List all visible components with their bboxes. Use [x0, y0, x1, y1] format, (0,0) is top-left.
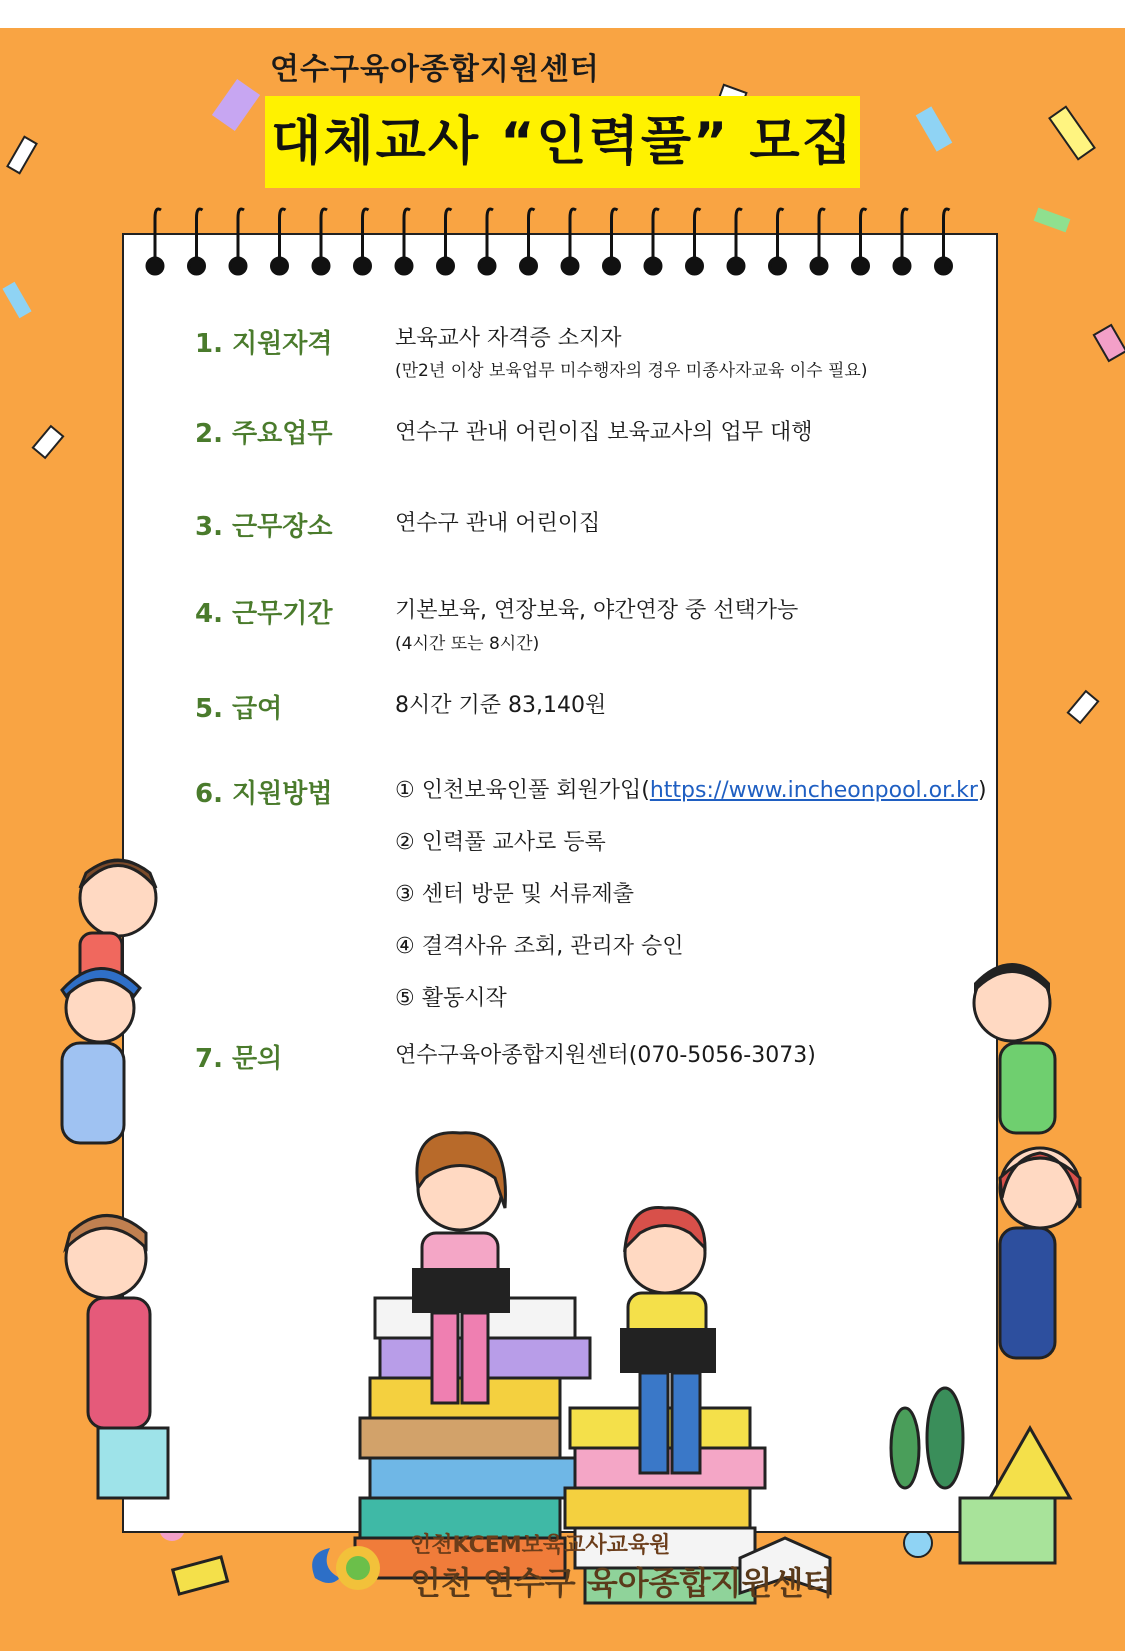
value-qualification: 보육교사 자격증 소지자: [395, 326, 622, 351]
label-salary: 5. 급여: [195, 694, 283, 724]
center-logo-icon: [300, 1523, 400, 1603]
label-qualification: 1. 지원자격: [195, 329, 333, 359]
step-5: ⑤ 활동시작: [395, 986, 507, 1011]
value-contact: 연수구육아종합지원센터(070-5056-3073): [395, 1043, 816, 1068]
step-1-text: ① 인천보육인풀 회원가입(: [395, 778, 650, 803]
children-illustration: [0, 28, 1125, 1651]
value-salary: 8시간 기준 83,140원: [395, 693, 607, 718]
label-period: 4. 근무기간: [195, 599, 333, 629]
label-duties: 2. 주요업무: [195, 419, 333, 449]
value-period: 기본보육, 연장보육, 야간연장 중 선택가능: [395, 598, 799, 623]
note-period: (4시간 또는 8시간): [395, 634, 540, 654]
step-2: ② 인력풀 교사로 등록: [395, 830, 606, 855]
label-workplace: 3. 근무장소: [195, 512, 333, 542]
step-1-close: ): [977, 778, 987, 803]
footer-title: 인천 연수구 육아종합지원센터: [410, 1564, 835, 1602]
org-title: 연수구육아종합지원센터: [270, 52, 600, 87]
label-contact: 7. 문의: [195, 1044, 283, 1074]
note-qualification: (만2년 이상 보육업무 미수행자의 경우 미종사자교육 이수 필요): [395, 361, 868, 381]
value-duties: 연수구 관내 어린이집 보육교사의 업무 대행: [395, 420, 813, 445]
apply-link[interactable]: https://www.incheonpool.or.kr: [649, 778, 978, 803]
poster: [0, 28, 1125, 1651]
value-workplace: 연수구 관내 어린이집: [395, 511, 601, 536]
footer-subtitle: 인천KCEM보육교사교육원: [410, 1533, 671, 1558]
step-3: ③ 센터 방문 및 서류제출: [395, 882, 634, 907]
label-apply: 6. 지원방법: [195, 779, 333, 809]
headline: 대체교사 “인력풀” 모집: [271, 112, 854, 172]
step-4: ④ 결격사유 조회, 관리자 승인: [395, 934, 684, 959]
